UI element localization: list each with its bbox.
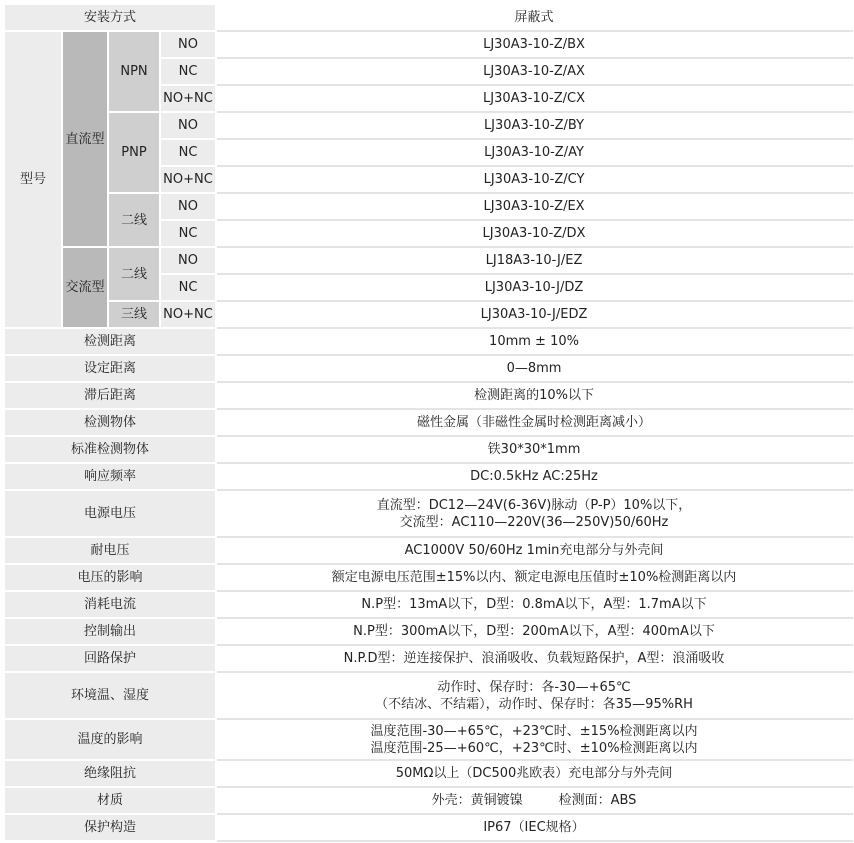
spec-value: 检测距离的10%以下 — [216, 382, 852, 409]
row-model — [4, 247, 852, 274]
spec-label: 电压的影响 — [4, 564, 216, 591]
spec-value: N.P.D型：逆连接保护、浪涌吸收、负载短路保护，A型：浪涌吸收 — [216, 645, 852, 672]
dc-two-wire-label: 二线 — [108, 193, 160, 247]
spec-row — [4, 787, 852, 814]
spec-label: 耐电压 — [4, 537, 216, 564]
spec-label: 电源电压 — [4, 490, 216, 537]
spec-row — [4, 355, 852, 382]
output-type: NC — [160, 58, 216, 85]
install-label: 安装方式 — [4, 4, 216, 31]
spec-label: 保护构造 — [4, 814, 216, 841]
spec-label: 检测物体 — [4, 409, 216, 436]
spec-value-line: 交流型：AC110—220V(36—250V)50/60Hz — [399, 514, 669, 530]
spec-row — [4, 591, 852, 618]
spec-value-part: 外壳：黄铜镀镍 — [431, 793, 523, 808]
spec-value: IP67（IEC规格） — [216, 814, 852, 841]
row-model — [4, 112, 852, 139]
spec-table — [3, 3, 853, 842]
model-number: LJ30A3-10-Z/CX — [216, 85, 852, 112]
spec-value — [216, 672, 852, 719]
spec-label: 标准检测物体 — [4, 436, 216, 463]
spec-row — [4, 409, 852, 436]
ac-three-wire-label: 三线 — [108, 301, 160, 328]
output-type: NO+NC — [160, 85, 216, 112]
spec-value-part: 检测面：ABS — [558, 793, 637, 808]
spec-label: 材质 — [4, 787, 216, 814]
spec-value — [216, 787, 852, 814]
spec-row — [4, 719, 852, 760]
spec-value: 0—8mm — [216, 355, 852, 382]
spec-value-line: 温度范围-25—+60℃，+23℃时、±10%检测距离以内 — [370, 740, 698, 756]
output-type: NO — [160, 112, 216, 139]
npn-label: NPN — [108, 31, 160, 112]
model-number: LJ30A3-10-Z/BY — [216, 112, 852, 139]
spec-label: 检测距离 — [4, 328, 216, 355]
spec-value — [216, 719, 852, 760]
spec-value: 铁30*30*1mm — [216, 436, 852, 463]
spec-row — [4, 382, 852, 409]
spec-label: 温度的影响 — [4, 719, 216, 760]
spec-value: DC:0.5kHz AC:25Hz — [216, 463, 852, 490]
ac-label: 交流型 — [62, 247, 108, 328]
spec-value: AC1000V 50/60Hz 1min充电部分与外壳间 — [216, 537, 852, 564]
output-type: NO+NC — [160, 166, 216, 193]
spec-value: 磁性金属（非磁性金属时检测距离减小） — [216, 409, 852, 436]
install-value: 屏蔽式 — [216, 4, 852, 31]
row-model — [4, 301, 852, 328]
spec-label: 响应频率 — [4, 463, 216, 490]
pnp-label: PNP — [108, 112, 160, 193]
spec-value: N.P型：13mA以下，D型：0.8mA以下，A型：1.7mA以下 — [216, 591, 852, 618]
output-type: NO — [160, 247, 216, 274]
spec-row — [4, 814, 852, 841]
model-number: LJ30A3-10-Z/BX — [216, 31, 852, 58]
spec-row — [4, 436, 852, 463]
spec-value: 50MΩ以上（DC500兆欧表）充电部分与外壳间 — [216, 760, 852, 787]
spec-row — [4, 537, 852, 564]
output-type: NO — [160, 193, 216, 220]
spec-value-line: 直流型：DC12—24V(6-36V)脉动（P-P）10%以下， — [376, 497, 692, 513]
spec-label: 消耗电流 — [4, 591, 216, 618]
output-type: NC — [160, 139, 216, 166]
spec-row — [4, 645, 852, 672]
spec-value-line: 温度范围-30—+65℃，+23℃时、±15%检测距离以内 — [370, 723, 698, 739]
model-number: LJ30A3-10-Z/EX — [216, 193, 852, 220]
output-type: NO+NC — [160, 301, 216, 328]
model-number: LJ30A3-10-Z/DX — [216, 220, 852, 247]
ac-two-wire-label: 二线 — [108, 247, 160, 301]
spec-row — [4, 760, 852, 787]
output-type: NC — [160, 274, 216, 301]
model-number: LJ30A3-10-Z/AY — [216, 139, 852, 166]
spec-value: N.P型：300mA以下，D型：200mA以下，A型：400mA以下 — [216, 618, 852, 645]
model-number: LJ30A3-10-J/EDZ — [216, 301, 852, 328]
model-label: 型号 — [4, 31, 62, 328]
spec-value — [216, 490, 852, 537]
row-model — [4, 31, 852, 58]
spec-row — [4, 328, 852, 355]
spec-label: 回路保护 — [4, 645, 216, 672]
spec-label: 设定距离 — [4, 355, 216, 382]
spec-row — [4, 463, 852, 490]
row-install — [4, 4, 852, 31]
spec-row — [4, 618, 852, 645]
spec-value-line: （不结冰、不结霜），动作时、保存时：各35—95%RH — [375, 696, 693, 712]
spec-label: 环境温、湿度 — [4, 672, 216, 719]
output-type: NO — [160, 31, 216, 58]
spec-label: 绝缘阻抗 — [4, 760, 216, 787]
model-number: LJ18A3-10-J/EZ — [216, 247, 852, 274]
model-number: LJ30A3-10-Z/CY — [216, 166, 852, 193]
spec-value-line: 动作时、保存时：各-30—+65℃ — [437, 679, 631, 695]
spec-label: 控制输出 — [4, 618, 216, 645]
row-model — [4, 193, 852, 220]
output-type: NC — [160, 220, 216, 247]
spec-value: 额定电源电压范围±15%以内、额定电源电压值时±10%检测距离以内 — [216, 564, 852, 591]
spec-value: 10mm ± 10% — [216, 328, 852, 355]
spec-row — [4, 564, 852, 591]
spec-row — [4, 672, 852, 719]
spec-label: 滞后距离 — [4, 382, 216, 409]
model-number: LJ30A3-10-Z/AX — [216, 58, 852, 85]
model-number: LJ30A3-10-J/DZ — [216, 274, 852, 301]
spec-row — [4, 490, 852, 537]
dc-label: 直流型 — [62, 31, 108, 247]
